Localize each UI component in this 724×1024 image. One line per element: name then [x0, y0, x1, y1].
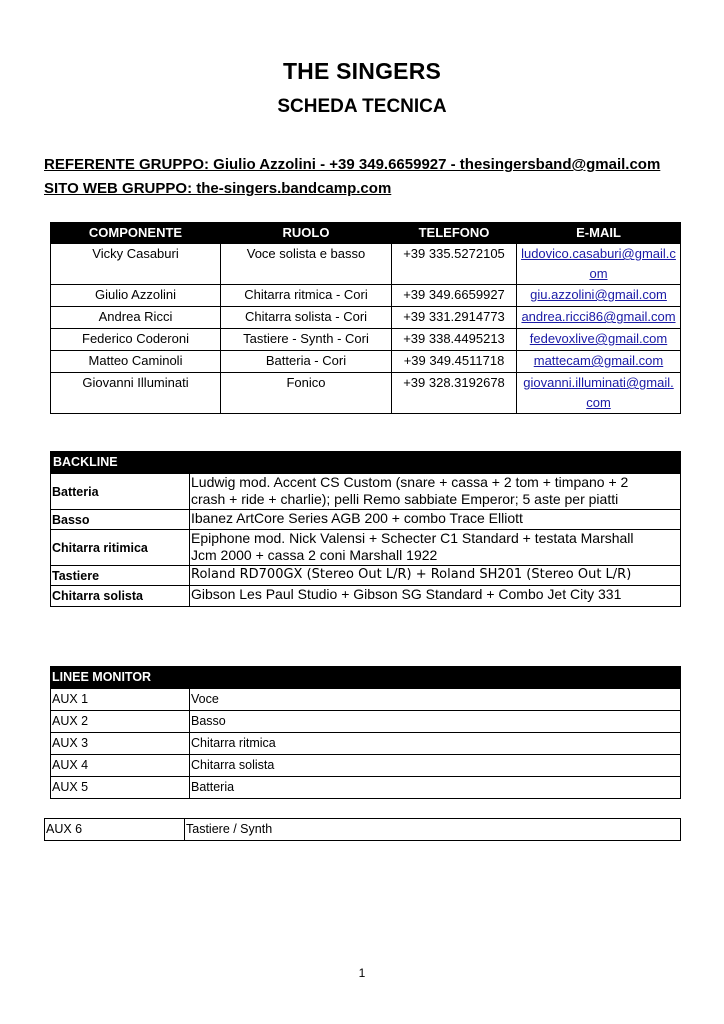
table-row [51, 510, 681, 530]
table-row [51, 586, 681, 607]
group-website-line: SITO WEB GRUPPO: the-singers.bandcamp.com [44, 180, 392, 197]
document-subtitle: SCHEDA TECNICA [277, 96, 447, 117]
aux-label: AUX 5 [51, 777, 190, 799]
table-row [51, 689, 681, 711]
aux-label: AUX 3 [51, 733, 190, 755]
backline-label: Chitarra solista [51, 586, 190, 607]
backline-header-row [51, 452, 681, 474]
member-phone: +39 349.6659927 [392, 285, 517, 307]
member-name: Matteo Caminoli [51, 351, 221, 373]
member-phone: +39 331.2914773 [392, 307, 517, 329]
member-role: Chitarra ritmica - Cori [221, 285, 392, 307]
aux-line: Chitarra solista [190, 755, 681, 777]
email-link[interactable]: mattecam@gmail.com [533, 353, 664, 368]
header-ruolo: RUOLO [221, 223, 392, 244]
member-phone: +39 349.4511718 [392, 351, 517, 373]
member-phone: +39 328.3192678 [392, 373, 517, 414]
aux-line: Chitarra ritmica [190, 733, 681, 755]
aux6-table [44, 818, 681, 841]
member-role: Batteria - Cori [221, 351, 392, 373]
aux-label: AUX 2 [51, 711, 190, 733]
table-row [51, 733, 681, 755]
table-row [45, 819, 681, 841]
member-email [517, 307, 681, 329]
table-row [51, 530, 681, 566]
member-email[interactable] [517, 373, 681, 414]
aux-line: Voce [190, 689, 681, 711]
email-link[interactable]: andrea.ricci86@gmail.com [521, 309, 676, 324]
table-row [51, 244, 681, 285]
member-email[interactable] [517, 244, 681, 285]
aux-label: AUX 1 [51, 689, 190, 711]
group-contact-line: REFERENTE GRUPPO: Giulio Azzolini - +39 349.6659927 - thesingersband@gmail.com [44, 156, 661, 173]
member-role: Chitarra solista - Cori [221, 307, 392, 329]
page-number: 1 [358, 966, 366, 980]
backline-label: Basso [51, 510, 190, 530]
members-header-row [51, 223, 681, 244]
backline-value: Ibanez ArtCore Series AGB 200 + combo Trace Elliott [190, 510, 681, 530]
backline-value-line1: Ludwig mod. Accent CS Custom (snare + cassa + 2 tom + timpano + 2 [191, 474, 629, 490]
backline-header-empty [190, 452, 681, 474]
member-name: Giulio Azzolini [51, 285, 221, 307]
members-table [50, 222, 681, 414]
table-row [51, 329, 681, 351]
backline-value-line2: crash + ride + charlie); pelli Remo sabbiate Emperor; 5 aste per piatti [191, 491, 619, 507]
table-row [51, 711, 681, 733]
backline-value: Roland RD700GX (Stereo Out L/R) + Roland SH201 (Stereo Out L/R) [190, 566, 681, 586]
monitor-header-row [51, 667, 681, 689]
header-componente: COMPONENTE [51, 223, 221, 244]
email-link-line1[interactable]: giovanni.illuminati@gmail. [523, 375, 674, 390]
backline-label: Tastiere [51, 566, 190, 586]
email-link-line2[interactable]: com [586, 395, 611, 410]
backline-value-line1: Epiphone mod. Nick Valensi + Schecter C1 Standard + testata Marshall [191, 530, 634, 546]
table-row [51, 566, 681, 586]
header-email: E-MAIL [517, 223, 681, 244]
monitor-header: LINEE MONITOR [51, 667, 190, 689]
member-email [517, 351, 681, 373]
backline-table [50, 451, 681, 607]
table-row [51, 351, 681, 373]
backline-label: Chitarra ritimica [51, 530, 190, 566]
member-email [517, 329, 681, 351]
table-row [51, 474, 681, 510]
backline-value-line2: Jcm 2000 + cassa 2 coni Marshall 1922 [191, 547, 438, 563]
document-title: THE SINGERS [282, 58, 442, 84]
table-row [51, 285, 681, 307]
backline-value [190, 530, 681, 566]
member-name: Federico Coderoni [51, 329, 221, 351]
aux-line: Tastiere / Synth [185, 819, 681, 841]
email-link-line2[interactable]: om [589, 266, 608, 281]
email-link-line1[interactable]: ludovico.casaburi@gmail.c [521, 246, 676, 261]
member-role: Tastiere - Synth - Cori [221, 329, 392, 351]
member-name: Andrea Ricci [51, 307, 221, 329]
header-telefono: TELEFONO [392, 223, 517, 244]
table-row [51, 373, 681, 414]
member-name: Giovanni Illuminati [51, 373, 221, 414]
monitor-table [50, 666, 681, 799]
table-row [51, 777, 681, 799]
email-link[interactable]: giu.azzolini@gmail.com [530, 287, 667, 302]
backline-header: BACKLINE [51, 452, 190, 474]
table-row [51, 755, 681, 777]
member-role: Fonico [221, 373, 392, 414]
monitor-header-empty [190, 667, 681, 689]
member-phone: +39 338.4495213 [392, 329, 517, 351]
backline-value: Gibson Les Paul Studio + Gibson SG Standard + Combo Jet City 331 [190, 586, 681, 607]
backline-value [190, 474, 681, 510]
aux-label: AUX 6 [45, 819, 185, 841]
member-role: Voce solista e basso [221, 244, 392, 285]
table-row [51, 307, 681, 329]
member-email [517, 285, 681, 307]
member-phone: +39 335.5272105 [392, 244, 517, 285]
email-link[interactable]: fedevoxlive@gmail.com [529, 331, 668, 346]
backline-label: Batteria [51, 474, 190, 510]
aux-line: Batteria [190, 777, 681, 799]
member-name: Vicky Casaburi [51, 244, 221, 285]
aux-line: Basso [190, 711, 681, 733]
aux-label: AUX 4 [51, 755, 190, 777]
